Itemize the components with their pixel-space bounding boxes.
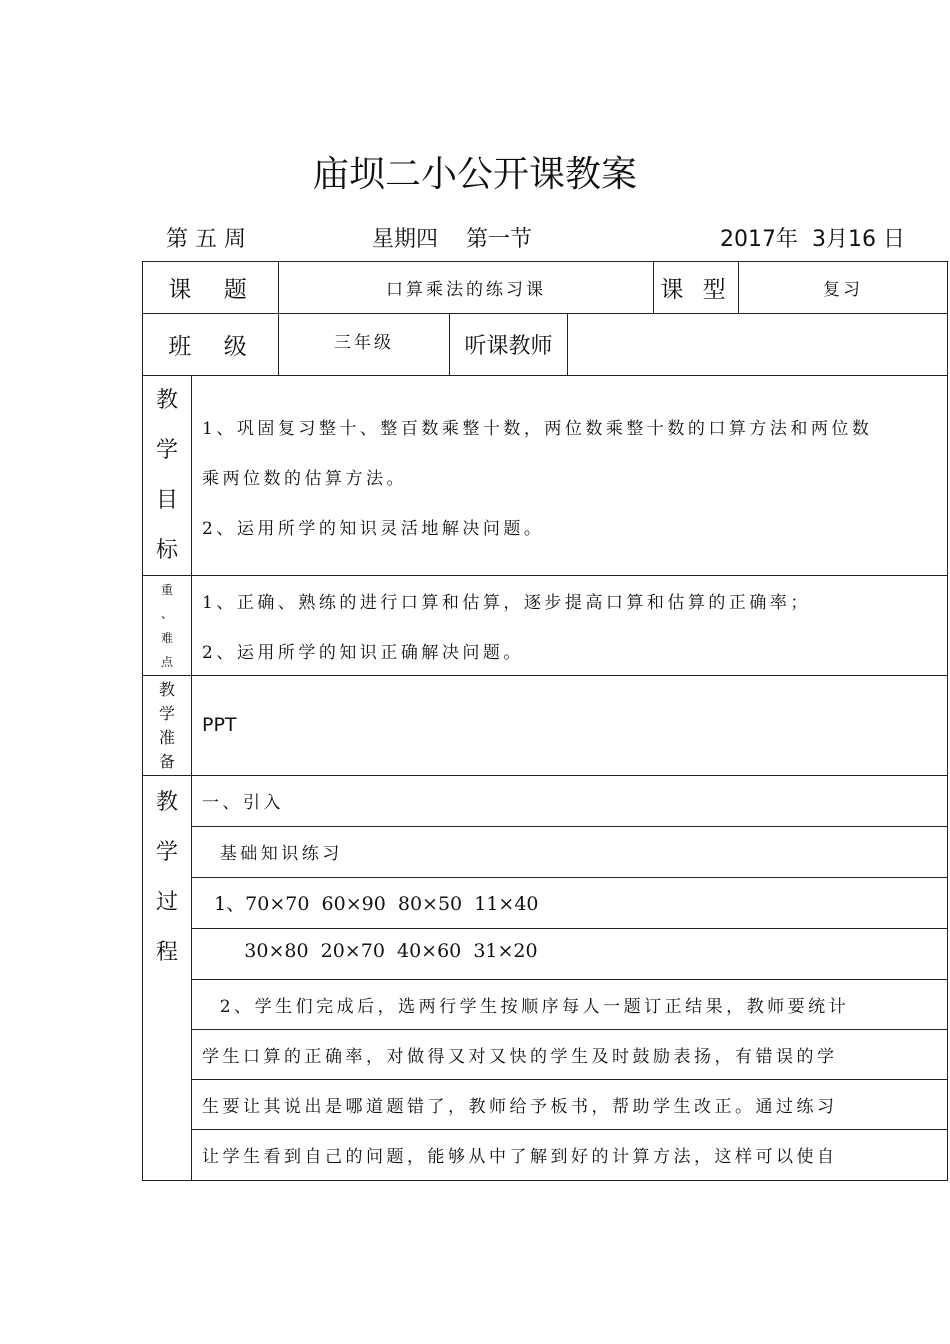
topic-label-cell [143, 262, 279, 314]
process-line: 生要让其说出是哪道题错了，教师给予板书，帮助学生改正。通过练习 [202, 1097, 838, 1117]
objectives-cell [192, 376, 948, 576]
type-label-cell [654, 262, 739, 314]
process-line: 30×80 20×70 40×60 31×20 [202, 940, 538, 962]
date-label: 2017年 3月16 日 [720, 227, 905, 252]
teacher-label: 听课教师 [464, 334, 553, 359]
prep-value: PPT [202, 714, 237, 736]
lesson-plan-table [142, 261, 948, 1181]
class-value-cell [279, 314, 450, 376]
key-label-char: 重 [160, 582, 173, 597]
process-row [192, 827, 947, 878]
process-line: 基础知识练习 [202, 844, 343, 864]
process-cell [192, 776, 948, 1181]
process-label-char: 教 [155, 790, 178, 815]
key-point-line: 2、运用所学的知识正确解决问题。 [202, 643, 524, 663]
class-value: 三年级 [334, 333, 394, 353]
topic-value-cell [279, 262, 654, 314]
topic-label: 课 题 [168, 277, 253, 303]
class-label: 班 级 [168, 334, 253, 360]
process-row [192, 1130, 947, 1181]
type-label: 课 型 [660, 277, 732, 303]
process-label-char: 学 [155, 840, 178, 865]
process-label-cell [143, 776, 192, 1181]
process-row [192, 929, 947, 980]
prep-label-char: 教 [158, 679, 175, 699]
process-row [192, 1030, 947, 1080]
objectives-label-char: 教 [155, 387, 178, 413]
objectives-label-cell [143, 376, 192, 576]
teacher-value-cell [568, 314, 948, 376]
prep-label-char: 学 [158, 703, 175, 723]
process-line: 学生口算的正确率，对做得又对又快的学生及时鼓励表扬，有错误的学 [202, 1047, 838, 1067]
process-line: 1、70×70 60×90 80×50 11×40 [202, 893, 539, 915]
process-row [192, 980, 947, 1030]
page-title: 庙坝二小公开课教案 [312, 154, 637, 195]
prep-label-char: 备 [158, 751, 175, 771]
type-value-cell [739, 262, 948, 314]
process-label-char: 程 [155, 940, 178, 965]
process-line: 2、学生们完成后，选两行学生按顺序每人一题订正结果，教师要统计 [202, 997, 850, 1017]
key-points-cell [192, 576, 948, 676]
process-line: 一、引入 [202, 793, 284, 813]
objective-line: 乘两位数的估算方法。 [202, 469, 407, 489]
key-point-line: 1、正确、熟练的进行口算和估算，逐步提高口算和估算的正确率； [202, 593, 811, 613]
topic-value: 口算乘法的练习课 [386, 280, 546, 300]
class-label-cell [143, 314, 279, 376]
process-row [192, 878, 947, 929]
objectives-label-char: 学 [155, 437, 178, 463]
prep-label-cell [143, 676, 192, 776]
process-row [192, 1080, 947, 1130]
objective-line: 1、巩固复习整十、整百数乘整十数，两位数乘整十数的口算方法和两位数 [202, 419, 873, 439]
process-row [192, 776, 947, 827]
key-label-char: 点 [160, 654, 173, 669]
prep-label-char: 准 [158, 727, 175, 747]
key-points-label-cell [143, 576, 192, 676]
week-label: 第 五 周 [166, 227, 246, 252]
objectives-label-char: 目 [155, 487, 178, 513]
key-label-char: 、 [160, 606, 173, 621]
objective-line: 2、运用所学的知识灵活地解决问题。 [202, 519, 545, 539]
type-value: 复习 [823, 280, 863, 300]
key-label-char: 难 [160, 630, 173, 645]
prep-cell [192, 676, 948, 776]
day-period-label: 星期四 第一节 [372, 227, 532, 252]
process-line: 让学生看到自己的问题，能够从中了解到好的计算方法，这样可以使自 [202, 1147, 838, 1167]
process-label-char: 过 [155, 890, 178, 915]
teacher-label-cell [450, 314, 568, 376]
objectives-label-char: 标 [155, 537, 178, 563]
